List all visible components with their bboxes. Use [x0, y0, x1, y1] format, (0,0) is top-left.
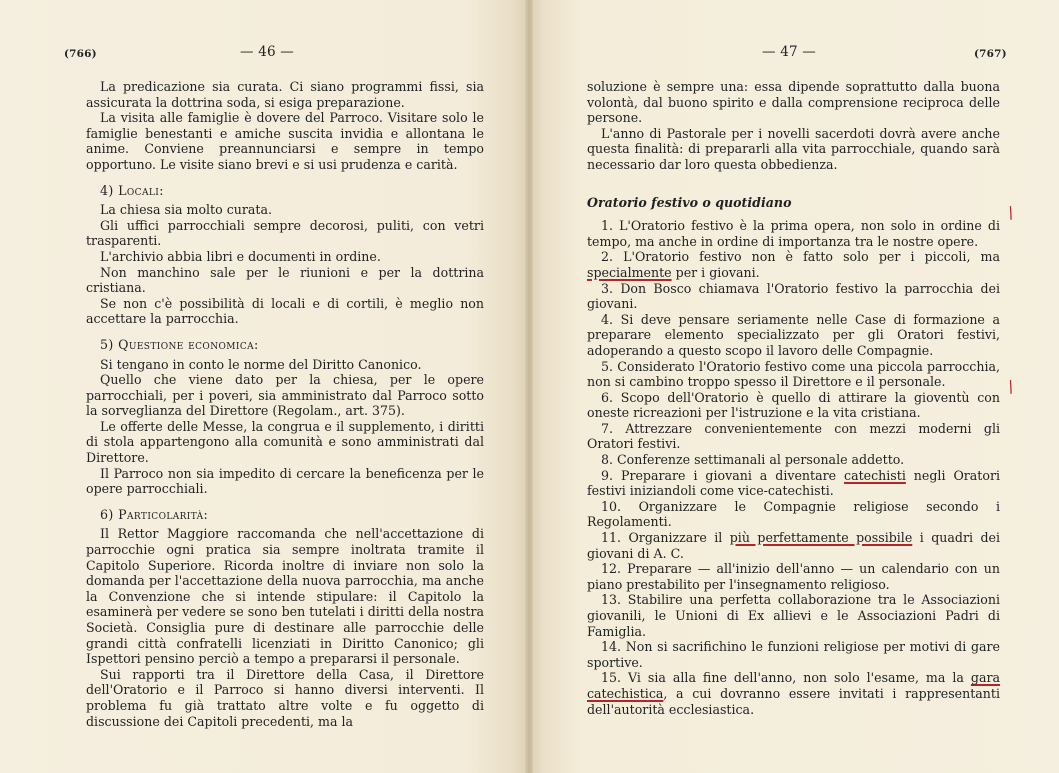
list-item: 5. Considerato l'Oratorio festivo come una piccola parrocchia, non si cambino troppo spesso il Direttore e il personale. — [587, 358, 1000, 390]
list-item: 1. L'Oratorio festivo è la prima opera, non solo in ordine di tempo, ma anche in ordine di importanza tra le nostre opere. — [587, 218, 1000, 249]
paragraph: La predicazione sia curata. Ci siano programmi fissi, sia assicurata la dottrina soda, si esiga preparazione. — [86, 79, 484, 110]
red-tick-mark-icon: / — [1004, 376, 1017, 397]
list-item: 4. Si deve pensare seriamente nelle Case di formazione a preparare elemento specializzato per gli Oratori festivi, adoperando a questo scopo il lavoro delle Compagnie. — [587, 311, 1000, 358]
list-item-text: 2. L'Oratorio festivo non è fatto solo per i piccoli, ma — [601, 249, 1000, 265]
paragraph: soluzione è sempre una: essa dipende soprattutto dalla buona volontà, dal buono spirito e dalla comprensione reciproca delle persone. — [587, 79, 1000, 126]
section-heading: Oratorio festivo o quotidiano — [587, 194, 792, 210]
list-item: 10. Organizzare le Compagnie religiose secondo i Regolamenti. — [587, 498, 1000, 530]
paragraph: Gli uffici parrocchiali sempre decorosi, puliti, con vetri trasparenti. — [86, 217, 484, 249]
list-item-text: 15. Vi sia alla fine dell'anno, non solo l'esame, ma la — [601, 670, 971, 686]
section-title-locali: 4) Locali: — [100, 182, 164, 198]
left-bracket-page-number: (766) — [64, 48, 97, 60]
paragraph: Sui rapporti tra il Direttore della Casa, il Direttore dell'Oratorio e il Parroco si hanno diversi interventi. Il problema fu già trattato altre volte e fu oggetto di discussione dei Capitoli precedenti, ma la — [86, 666, 484, 729]
right-page-body — [587, 79, 1000, 717]
list-item-text: i quadri dei giovani di A. C. — [587, 530, 1000, 561]
list-item — [587, 249, 1000, 280]
left-page — [0, 0, 528, 773]
paragraph: Quello che viene dato per la chiesa, per le opere parrocchiali, per i poveri, sia amministrato dal Parroco sotto la sorveglianza del Direttore (Regolam., art. 375). — [86, 372, 484, 419]
list-item: 12. Preparare — all'inizio dell'anno — un calendario con un piano prestabilito per l'insegnamento religioso. — [587, 561, 1000, 592]
list-item: 6. Scopo dell'Oratorio è quello di attirare la gioventù con oneste ricreazioni per l'istruzione e la vita cristiana. — [587, 389, 1000, 421]
list-item: 3. Don Bosco chiamava l'Oratorio festivo la parrocchia dei giovani. — [587, 280, 1000, 312]
list-item: 7. Attrezzare convenientemente con mezzi moderni gli Oratori festivi. — [587, 420, 1000, 452]
left-page-number: — 46 — — [240, 44, 294, 60]
list-item-text: per i giovani. — [671, 264, 760, 280]
list-item-text: negli Oratori festivi iniziandoli come vice-catechisti. — [587, 467, 1000, 499]
red-tick-mark-icon: / — [1004, 202, 1017, 223]
list-item — [587, 670, 1000, 717]
underlined-text: gara catechistica — [587, 670, 1000, 701]
section-title-questione-economica: 5) Questione economica: — [100, 336, 259, 352]
list-item — [587, 468, 1000, 499]
list-item: 8. Conferenze settimanali al personale addetto. — [601, 452, 905, 468]
paragraph: La visita alle famiglie è dovere del Parroco. Visitare solo le famiglie benestanti e amiche suscita invidia e allontana le anime. Conviene preannunciarsi e sempre in tempo opportuno. Le visite siano brevi e si usi prudenza e carità. — [86, 110, 484, 172]
right-page-number: — 47 — — [762, 44, 816, 60]
paragraph: Il Parroco non sia impedito di cercare la beneficenza per le opere parrocchiali. — [86, 465, 484, 497]
list-item: 13. Stabilire una perfetta collaborazione tra le Associazioni giovanili, le Unioni di Ex allievi e le Associazioni Padri di Famiglia. — [587, 592, 1000, 639]
underlined-text: specialmente — [587, 264, 672, 280]
list-item — [587, 530, 1000, 561]
section-title-particolarita: 6) Particolarità: — [100, 506, 209, 522]
list-item-text: , a cui dovranno essere invitati i rappresentanti dell'autorità ecclesiastica. — [587, 685, 1000, 717]
paragraph: Le offerte delle Messe, la congrua e il supplemento, i diritti di stola appartengono alla comunità e sono amministrati dal Direttore. — [86, 418, 484, 466]
book-gutter — [525, 0, 533, 773]
underlined-text: catechisti — [844, 467, 906, 483]
list-item-text: 11. Organizzare il — [601, 530, 730, 546]
paragraph: L'archivio abbia libri e documenti in ordine. — [100, 248, 381, 264]
list-item-text: 9. Preparare i giovani a diventare — [601, 467, 845, 483]
paragraph: Se non c'è possibilità di locali e di cortili, è meglio non accettare la parrocchia. — [86, 295, 484, 327]
paragraph: Il Rettor Maggiore raccomanda che nell'accettazione di parrocchie ogni pratica sia sempre inoltrata tramite il Capitolo Superiore. Ricorda inoltre di inviare non solo la domanda per l'accettazione della nuova parrocchia, ma anche la Convenzione che si intende stipulare: il Capitolo la esaminerà per vedere se sono ben tutelati i diritti della nostra Società. Consiglia pure di destinare alle parrocchie delle grandi città confratelli licenziati in Diritto Canonico; gli Ispettori pensino perciò a tempo a prepararsi il personale. — [86, 526, 484, 667]
right-bracket-page-number: (767) — [974, 48, 1007, 60]
paragraph: La chiesa sia molto curata. — [100, 202, 272, 218]
paragraph: Si tengano in conto le norme del Diritto Canonico. — [100, 356, 422, 372]
paragraph: L'anno di Pastorale per i novelli sacerdoti dovrà avere anche questa finalità: di prepararli alla vita parrocchiale, quando sarà necessario dar loro questa obbedienza. — [587, 125, 1000, 172]
left-page-body — [86, 79, 484, 729]
underlined-text: più perfettamente possibile — [729, 530, 913, 546]
list-item: 14. Non si sacrifichino le funzioni religiose per motivi di gare sportive. — [587, 639, 1000, 670]
paragraph: Non manchino sale per le riunioni e per la dottrina cristiana. — [86, 264, 484, 296]
